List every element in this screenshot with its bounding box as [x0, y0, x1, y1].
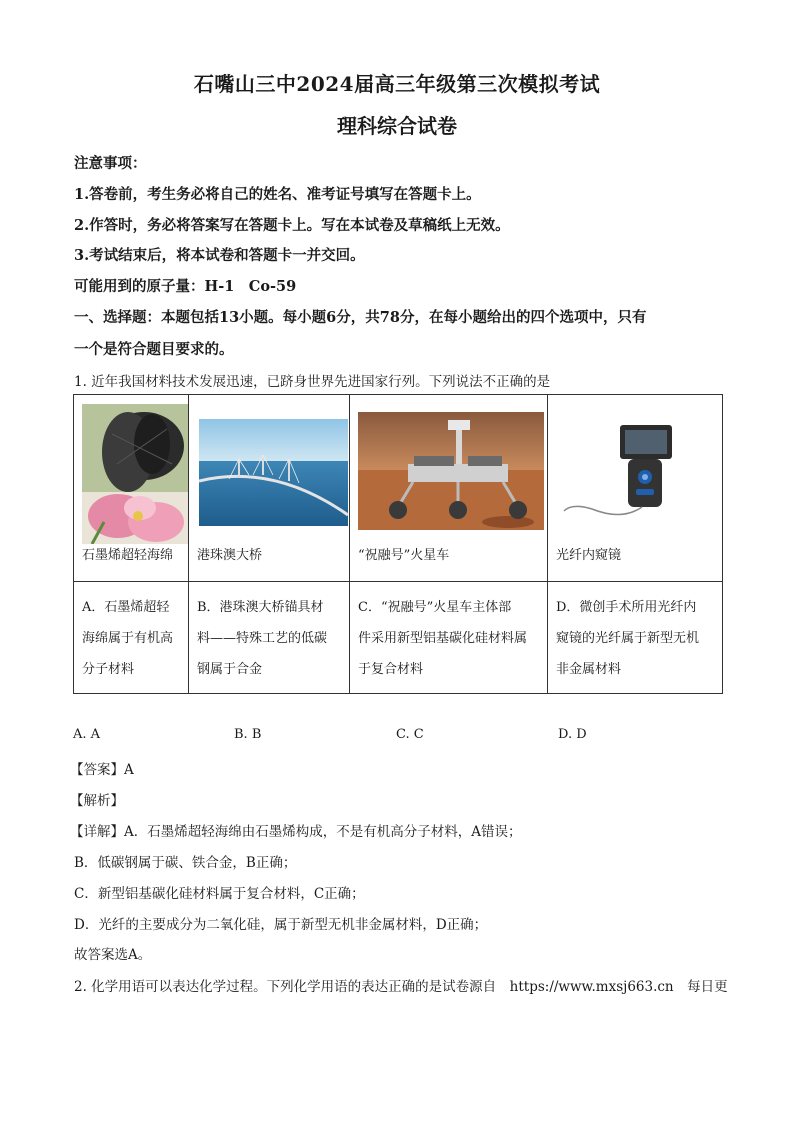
bridge-image	[199, 419, 348, 526]
detail-line-2: B．低碳钢属于碳、铁合金，B正确；	[74, 855, 297, 871]
section-heading-line2: 一个是符合题目要求的。	[74, 341, 234, 358]
desc-b-line: 料——特殊工艺的低碳	[197, 631, 328, 646]
desc-b-line: B．港珠澳大桥锚具材	[197, 600, 324, 615]
analysis-label: 【解析】	[70, 793, 124, 809]
mars-rover-image	[358, 412, 544, 530]
q2-stem: 2. 化学用语可以表达化学过程。下列化学用语的表达正确的是试卷源自 https://www.mxsj663.cn 每日更	[74, 979, 728, 995]
desc-d-line: D．微创手术所用光纤内	[556, 600, 697, 615]
cell-rover	[350, 395, 548, 582]
option-d: D. D	[558, 727, 587, 742]
notice-heading: 注意事项：	[74, 155, 147, 172]
endoscope-image	[562, 417, 682, 525]
detail-line-1: 【详解】A．石墨烯超轻海绵由石墨烯构成，不是有机高分子材料，A错误；	[70, 824, 522, 840]
caption-bridge: 港珠澳大桥	[197, 548, 263, 563]
desc-b-line: 钢属于合金	[197, 662, 263, 677]
cell-graphene	[74, 395, 189, 582]
desc-a-line: 分子材料	[82, 662, 135, 677]
q1-stem: 1. 近年我国材料技术发展迅速，已跻身世界先进国家行列。下列说法不正确的是	[74, 374, 551, 390]
caption-graphene: 石墨烯超轻海绵	[82, 548, 174, 563]
caption-endoscope: 光纤内窥镜	[556, 548, 622, 563]
desc-a-line: A．石墨烯超轻	[82, 600, 170, 615]
desc-a-line: 海绵属于有机高	[82, 631, 174, 646]
detail-line-3: C．新型铝基碳化硅材料属于复合材料，C正确；	[74, 886, 365, 902]
option-b: B. B	[234, 727, 262, 742]
cell-endoscope	[548, 395, 723, 582]
desc-c-line: 件采用新型铝基碳化硅材料属	[358, 631, 528, 646]
notice-item-3: 3.考试结束后，将本试卷和答题卡一并交回。	[74, 247, 365, 264]
notice-item-2: 2.作答时，务必将答案写在答题卡上。写在本试卷及草稿纸上无效。	[74, 217, 510, 234]
desc-d	[548, 582, 723, 694]
section-heading-line1: 一、选择题：本题包括13小题。每小题6分，共78分，在每小题给出的四个选项中，只有	[74, 309, 647, 326]
notice-item-1: 1.答卷前，考生务必将自己的姓名、准考证号填写在答题卡上。	[74, 186, 481, 203]
desc-a	[74, 582, 189, 694]
detail-line-5: 故答案选A。	[74, 947, 152, 963]
caption-rover: “祝融号”火星车	[358, 548, 450, 563]
graphene-sponge-image	[82, 404, 188, 544]
answer-line: 【答案】A	[70, 762, 134, 778]
desc-c-line: C．“祝融号”火星车主体部	[358, 600, 512, 615]
q1-material-table	[73, 394, 723, 694]
desc-c	[350, 582, 548, 694]
cell-bridge	[189, 395, 350, 582]
desc-c-line: 于复合材料	[358, 662, 424, 677]
exam-title: 石嘴山三中2024届高三年级第三次模拟考试	[193, 72, 601, 96]
option-c: C. C	[396, 727, 424, 742]
option-a: A. A	[73, 727, 101, 742]
desc-d-line: 非金属材料	[556, 662, 622, 677]
detail-line-4: D．光纤的主要成分为二氧化硅，属于新型无机非金属材料，D正确；	[74, 917, 488, 933]
exam-subtitle: 理科综合试卷	[337, 114, 457, 138]
desc-d-line: 窥镜的光纤属于新型无机	[556, 631, 700, 646]
desc-b	[189, 582, 350, 694]
atomic-mass-line: 可能用到的原子量：H-1 Co-59	[74, 278, 297, 295]
